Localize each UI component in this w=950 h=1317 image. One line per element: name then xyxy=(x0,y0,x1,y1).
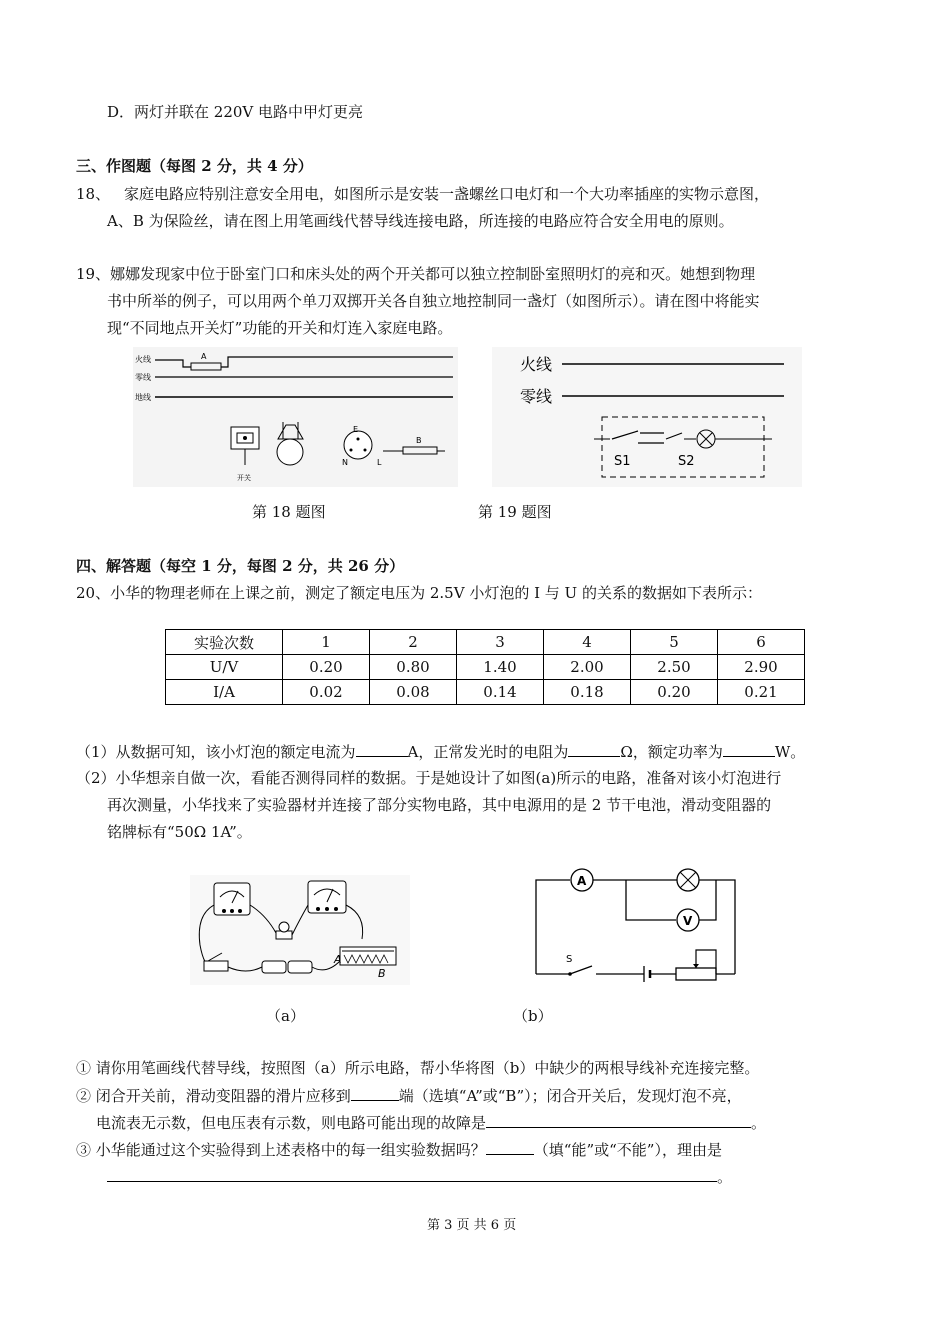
figure-b xyxy=(530,862,740,982)
section-3-title: 三、作图题（每图 2 分，共 4 分） xyxy=(76,157,313,175)
fig18-switch-label: 开关 xyxy=(237,474,251,482)
fig-b-caption: （b） xyxy=(513,1007,553,1025)
q20-sub2-text-b: 端（选填“A”或“B”）；闭合开关后，发现灯泡不亮， xyxy=(398,1087,742,1105)
fig18-caption: 第 18 题图 xyxy=(252,503,326,521)
fig18-neutral-label: 零线 xyxy=(135,373,151,382)
fig-b-voltmeter-label: V xyxy=(683,914,693,928)
fig-b-ammeter-label: A xyxy=(577,874,587,888)
table-cell: 0.14 xyxy=(457,680,544,705)
answer-blank-can-or-not[interactable] xyxy=(486,1138,534,1155)
q18-number: 18、 xyxy=(76,185,111,203)
q18-line2: A、B 为保险丝，请在图上用笔画线代替导线连接电路，所连接的电路应符合安全用电的原则。 xyxy=(107,212,734,230)
table-row xyxy=(166,680,805,705)
q20-part2-line1: （2）小华想亲自做一次，看能否测得同样的数据。于是她设计了如图(a)所示的电路，准备对该小灯泡进行 xyxy=(76,769,782,787)
fig-a-slider-a: A xyxy=(334,953,342,966)
q20-intro: 20、小华的物理老师在上课之前，测定了额定电压为 2.5V 小灯泡的 I 与 U 的关系的数据如下表所示： xyxy=(76,584,762,602)
q20-sub3-line1 xyxy=(76,1138,722,1160)
answer-blank-current[interactable] xyxy=(356,740,408,757)
q19-line3: 现“不同地点开关灯”功能的开关和灯连入家庭电路。 xyxy=(107,319,453,337)
fig-a-caption: （a） xyxy=(266,1007,305,1025)
fig-a-slider-b: B xyxy=(378,967,386,980)
q20-sub3-text-c: 。 xyxy=(717,1168,733,1186)
table-cell: 3 xyxy=(457,630,544,655)
table-cell: 5 xyxy=(631,630,718,655)
table-cell: 6 xyxy=(718,630,805,655)
q20-part1-text-c: Ω，额定功率为 xyxy=(620,743,723,761)
q20-part1-text-a: （1）从数据可知，该小灯泡的额定电流为 xyxy=(76,743,356,761)
q20-part1-text-d: W。 xyxy=(774,743,806,761)
fig18-l-label: L xyxy=(377,458,382,467)
fig18-live-label: 火线 xyxy=(135,355,151,364)
fig19-live-label: 火线 xyxy=(520,355,553,374)
answer-blank-reason[interactable] xyxy=(107,1165,717,1182)
fig19-s2-label: S2 xyxy=(678,454,695,469)
answer-blank-fault[interactable] xyxy=(486,1111,751,1128)
table-cell: 0.80 xyxy=(370,655,457,680)
table-cell: 0.20 xyxy=(631,680,718,705)
table-cell: 0.18 xyxy=(544,680,631,705)
table-cell: 实验次数 xyxy=(166,630,283,655)
q20-sub2-text-c: 电流表无示数，但电压表有示数，则电路可能出现的故障是 xyxy=(96,1114,487,1132)
table-cell: 2 xyxy=(370,630,457,655)
q18-line1: 家庭电路应特别注意安全用电，如图所示是安装一盏螺丝口电灯和一个大功率插座的实物示意图， xyxy=(124,185,770,203)
table-header-row xyxy=(166,630,805,655)
figure-19 xyxy=(492,347,802,487)
answer-blank-slider-end[interactable] xyxy=(351,1084,399,1101)
table-row xyxy=(166,655,805,680)
section-4-title: 四、解答题（每空 1 分，每图 2 分，共 26 分） xyxy=(76,557,405,575)
table-cell: I/A xyxy=(166,680,283,705)
q20-sub3-text-a: ③ 小华能通过这个实验得到上述表格中的每一组实验数据吗？ xyxy=(76,1141,486,1159)
table-cell: 2.90 xyxy=(718,655,805,680)
q20-part2-line3: 铭牌标有“50Ω 1A”。 xyxy=(107,823,252,841)
q19-line1: 19、娜娜发现家中位于卧室门口和床头处的两个开关都可以独立控制卧室照明灯的亮和灭。她想到物理 xyxy=(76,265,756,283)
table-cell: 0.21 xyxy=(718,680,805,705)
table-cell: 2.00 xyxy=(544,655,631,680)
table-cell: 0.02 xyxy=(283,680,370,705)
page-footer: 第 3 页 共 6 页 xyxy=(427,1218,517,1233)
q20-sub3-text-b: （填“能”或“不能”），理由是 xyxy=(533,1141,722,1159)
q20-part1 xyxy=(76,740,805,762)
answer-blank-power[interactable] xyxy=(723,740,775,757)
q20-part2-line2: 再次测量，小华找来了实验器材并连接了部分实物电路，其中电源用的是 2 节干电池，滑动变阻器的 xyxy=(107,796,772,814)
figure-a xyxy=(190,875,410,985)
fig19-neutral-label: 零线 xyxy=(520,387,553,406)
table-cell: 4 xyxy=(544,630,631,655)
fig19-caption: 第 19 题图 xyxy=(478,503,552,521)
table-cell: 1 xyxy=(283,630,370,655)
table-cell: U/V xyxy=(166,655,283,680)
fig18-fuse-b: B xyxy=(416,436,422,445)
fig18-n-label: N xyxy=(342,458,348,467)
table-cell: 2.50 xyxy=(631,655,718,680)
data-table xyxy=(165,629,805,705)
table-cell: 0.08 xyxy=(370,680,457,705)
fig19-s1-label: S1 xyxy=(614,454,631,469)
table-cell: 1.40 xyxy=(457,655,544,680)
fig-b-switch-label: S xyxy=(566,954,573,965)
table-cell: 0.20 xyxy=(283,655,370,680)
fig18-ground-label: 地线 xyxy=(135,393,151,402)
q20-sub1: ① 请你用笔画线代替导线，按照图（a）所示电路，帮小华将图（b）中缺少的两根导线补充连接完整。 xyxy=(76,1059,760,1077)
answer-blank-resistance[interactable] xyxy=(568,740,620,757)
q19-line2: 书中所举的例子，可以用两个单刀双掷开关各自独立地控制同一盏灯（如图所示）。请在图中将能实 xyxy=(107,292,760,310)
figure-18 xyxy=(133,347,458,487)
q20-sub2-line1 xyxy=(76,1084,742,1106)
fig18-e-label: E xyxy=(353,425,359,434)
q20-sub2-line2 xyxy=(96,1111,766,1133)
q20-part1-text-b: A，正常发光时的电阻为 xyxy=(407,743,569,761)
q20-sub2-text-a: ② 闭合开关前，滑动变阻器的滑片应移到 xyxy=(76,1087,351,1105)
option-d: D．两灯并联在 220V 电路中甲灯更亮 xyxy=(107,103,364,121)
q20-sub3-line2 xyxy=(107,1165,732,1187)
fig18-fuse-a: A xyxy=(201,352,207,361)
q20-sub2-text-d: 。 xyxy=(751,1114,767,1132)
